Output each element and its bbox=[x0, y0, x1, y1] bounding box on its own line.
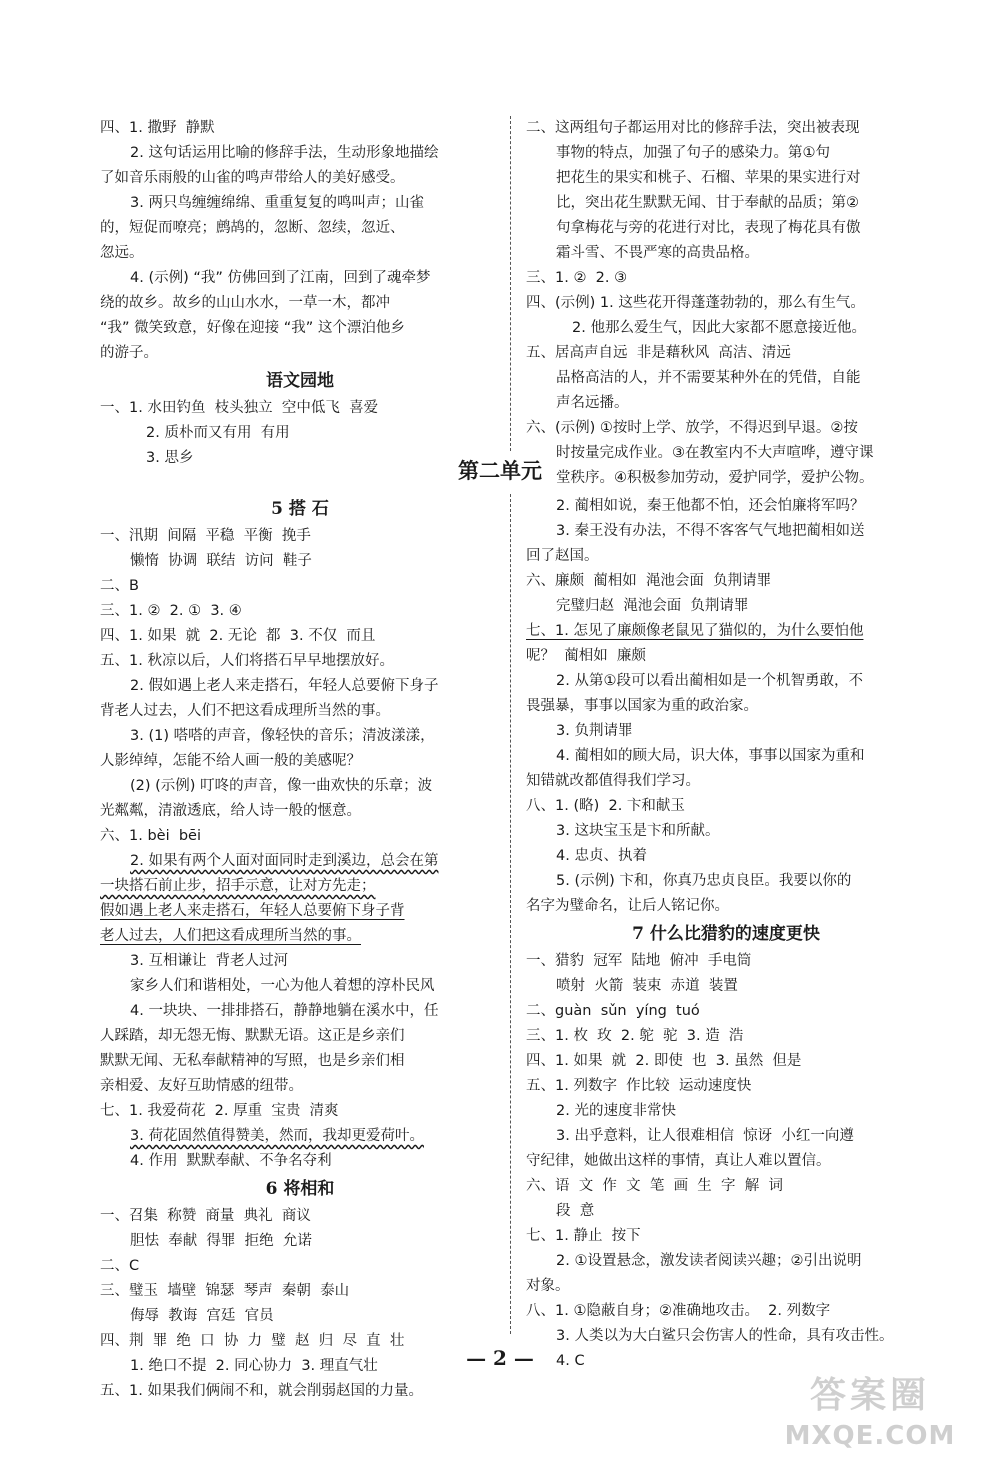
answer-line: 三、1. ② 2. ① 3. ④ bbox=[100, 603, 242, 619]
answer-line: 人踩踏，却无怨无悔、默默无语。这正是乡亲们 bbox=[100, 1028, 405, 1044]
answer-line: 二、这两组句子都运用对比的修辞手法，突出被表现 bbox=[526, 120, 860, 136]
answer-line: 4. 一块块、一排排搭石，静静地躺在溪水中，任 bbox=[130, 1003, 439, 1019]
answer-line: 一、猎豹 冠军 陆地 俯冲 手电筒 bbox=[526, 953, 752, 969]
answer-line: 4. 作用 默默奉献、不争名夺利 bbox=[130, 1153, 332, 1169]
answer-line: 忽远。 bbox=[100, 245, 144, 261]
answer-line: 2. 这句话运用比喻的修辞手法，生动形象地描绘 bbox=[130, 145, 439, 161]
answer-line: 六、1. bèi bēi bbox=[100, 828, 201, 844]
answer-line: 绕的故乡。故乡的山山水水，一草一木，都冲 bbox=[100, 295, 390, 311]
answer-line: 的，短促而嘹亮；鹧鸪的，忽断、忽续，忽近、 bbox=[100, 220, 405, 236]
watermark-url: MXQE.COM bbox=[784, 1421, 956, 1451]
page-number: — 2 — bbox=[466, 1346, 534, 1370]
column-divider-top bbox=[510, 116, 511, 451]
answer-line: 畏强暴，事事以国家为重的政治家。 bbox=[526, 698, 758, 714]
answer-line: 2. 假如遇上老人来走搭石，年轻人总要俯下身子 bbox=[130, 678, 439, 694]
answer-line: 四、1. 撒野 静默 bbox=[100, 120, 215, 136]
answer-line: 四、(示例) 1. 这些花开得蓬蓬勃勃的，那么有生气。 bbox=[526, 295, 865, 311]
answer-line: 五、1. 秋凉以后，人们将搭石早早地摆放好。 bbox=[100, 653, 394, 669]
answer-line: 七、1. 我爱荷花 2. 厚重 宝贵 清爽 bbox=[100, 1103, 339, 1119]
lesson-7-title: 7 什么比猎豹的速度更快 bbox=[632, 924, 820, 944]
answer-line: 亲相爱、友好互助情感的纽带。 bbox=[100, 1078, 303, 1094]
answer-line: 背老人过去，人们不把这看成理所当然的事。 bbox=[100, 703, 390, 719]
answer-line: 段 意 bbox=[556, 1203, 595, 1219]
bottom-left-column bbox=[100, 494, 500, 1404]
lesson-6-title: 6 将相和 bbox=[265, 1179, 335, 1199]
answer-line: 3. 人类以为大白鲨只会伤害人的性命，具有攻击性。 bbox=[556, 1328, 894, 1344]
answer-line: 堂秩序。④积极参加劳动，爱护同学，爱护公物。 bbox=[556, 470, 874, 486]
answer-line: 五、1. 列数字 作比较 运动速度快 bbox=[526, 1078, 752, 1094]
answer-line: 3. 思乡 bbox=[146, 450, 194, 466]
top-left-column bbox=[100, 116, 500, 471]
answer-line: 2. 质朴而又有用 有用 bbox=[146, 425, 290, 441]
watermark-logo bbox=[750, 1373, 990, 1463]
answer-line: 3. 这块宝玉是卞和所献。 bbox=[556, 823, 720, 839]
answer-line: 时按量完成作业。③在教室内不大声喧哗，遵守课 bbox=[556, 445, 874, 461]
answer-line: 六、语 文 作 文 笔 画 生 字 解 词 bbox=[526, 1178, 783, 1194]
answer-line: 二、B bbox=[100, 578, 139, 594]
underlined-answer: 老人过去，人们把这看成理所当然的事。 bbox=[100, 928, 361, 944]
answer-line: 比，突出花生默默无闻、甘于奉献的品质；第② bbox=[556, 195, 859, 211]
answer-line: 二、C bbox=[100, 1258, 140, 1274]
answer-line: 六、廉颇 蔺相如 渑池会面 负荆请罪 bbox=[526, 573, 772, 589]
answer-line: 五、居高声自远 非是藉秋风 高洁、清远 bbox=[526, 345, 791, 361]
answer-line: 守纪律，她做出这样的事情，真让人难以置信。 bbox=[526, 1153, 831, 1169]
answer-line: 三、璧玉 墙壁 锦瑟 琴声 秦朝 泰山 bbox=[100, 1283, 350, 1299]
answer-line: 一、1. 水田钓鱼 枝头独立 空中低飞 喜爱 bbox=[100, 400, 379, 416]
unit-title: 第二单元 bbox=[458, 458, 542, 483]
answer-line: 人影绰绰，怎能不给人画一般的美感呢？ bbox=[100, 753, 361, 769]
answer-line: 的游子。 bbox=[100, 345, 158, 361]
answer-line: (2) (示例) 叮咚的声音，像一曲欢快的乐章；波 bbox=[130, 778, 433, 794]
answer-line: 家乡人们和谐相处，一心为他人着想的淳朴民风 bbox=[130, 978, 435, 994]
lesson-5-title: 5 搭 石 bbox=[271, 499, 329, 519]
answer-line: 3. (1) 嗒嗒的声音，像轻快的音乐；清波漾漾， bbox=[130, 728, 435, 744]
answer-line: 八、1. (略) 2. 卞和献玉 bbox=[526, 798, 685, 814]
answer-line: 声名远播。 bbox=[556, 395, 629, 411]
bottom-right-column bbox=[526, 494, 926, 1374]
answer-line: 2. ①设置悬念，激发读者阅读兴趣；②引出说明 bbox=[556, 1253, 862, 1269]
answer-line: 2. 他那么爱生气，因此大家都不愿意接近他。 bbox=[572, 320, 866, 336]
answer-line: 侮辱 教诲 宫廷 官员 bbox=[130, 1308, 274, 1324]
answer-line: 品格高洁的人，并不需要某种外在的凭借，自能 bbox=[556, 370, 861, 386]
answer-line: 2. 从第①段可以看出蔺相如是一个机智勇敢，不 bbox=[556, 673, 863, 689]
answer-line: 一、召集 称赞 商量 典礼 商议 bbox=[100, 1208, 311, 1224]
section-heading: 语文园地 bbox=[266, 371, 334, 391]
answer-line: 事物的特点，加强了句子的感染力。第①句 bbox=[556, 145, 830, 161]
answer-line: 4. 忠贞、执着 bbox=[556, 848, 647, 864]
answer-line: 八、1. ①隐蔽自身；②准确地攻击。 2. 列数字 bbox=[526, 1303, 831, 1319]
answer-line: 5. (示例) 卞和，你真乃忠贞良臣。我要以你的 bbox=[556, 873, 852, 889]
column-divider-bottom bbox=[510, 494, 511, 1334]
answer-line: 把花生的果实和桃子、石榴、苹果的果实进行对 bbox=[556, 170, 861, 186]
answer-line: 4. 蔺相如的顾大局，识大体，事事以国家为重和 bbox=[556, 748, 865, 764]
underlined-answer: 假如遇上老人来走搭石，年轻人总要俯下身子背 bbox=[100, 903, 405, 919]
answer-line: 二、guàn sǔn yíng tuó bbox=[526, 1003, 700, 1019]
answer-line: 五、1. 如果我们俩闹不和，就会削弱赵国的力量。 bbox=[100, 1383, 423, 1399]
answer-line: 四、荆 罪 绝 口 协 力 璧 赵 归 尽 直 壮 bbox=[100, 1333, 405, 1349]
answer-line: 霜斗雪、不畏严寒的高贵品格。 bbox=[556, 245, 759, 261]
answer-line: 2. 光的速度非常快 bbox=[556, 1103, 676, 1119]
answer-line: 3. 秦王没有办法，不得不客客气气地把蔺相如送 bbox=[556, 523, 865, 539]
answer-line: “我” 微笑致意，好像在迎接 “我” 这个漂泊他乡 bbox=[100, 320, 405, 336]
underlined-answer: 3. 荷花固然值得赞美，然而，我却更爱荷叶。 bbox=[130, 1128, 424, 1144]
answer-line: 句拿梅花与旁的花进行对比，表现了梅花具有傲 bbox=[556, 220, 861, 236]
answer-line: 3. 出乎意料，让人很难相信 惊讶 小红一向遵 bbox=[556, 1128, 854, 1144]
answer-line: 默默无闻、无私奉献精神的写照，也是乡亲们相 bbox=[100, 1053, 405, 1069]
answer-line: 3. 互相谦让 背老人过河 bbox=[130, 953, 289, 969]
answer-line: 了如音乐雨般的山雀的鸣声带给人的美好感受。 bbox=[100, 170, 405, 186]
answer-line: 3. 负荆请罪 bbox=[556, 723, 633, 739]
answer-line: 对象。 bbox=[526, 1278, 570, 1294]
answer-line: 光粼粼，清澈透底，给人诗一般的惬意。 bbox=[100, 803, 361, 819]
underlined-answer: 2. 如果有两个人面对面同时走到溪边，总会在第 bbox=[130, 853, 439, 869]
underlined-answer: 一块搭石前止步，招手示意，让对方先走； bbox=[100, 878, 376, 894]
top-right-column bbox=[526, 116, 926, 491]
answer-line: 4. C bbox=[556, 1353, 585, 1369]
answer-line: 4. (示例) “我” 仿佛回到了江南，回到了魂牵梦 bbox=[130, 270, 431, 286]
answer-line: 喷射 火箭 装束 赤道 装置 bbox=[556, 978, 738, 994]
answer-line: 名字为璧命名，让后人铭记你。 bbox=[526, 898, 729, 914]
answer-line: 1. 绝口不提 2. 同心协力 3. 理直气壮 bbox=[130, 1358, 378, 1374]
answer-line: 知错就改都值得我们学习。 bbox=[526, 773, 700, 789]
answer-line: 三、1. 枚 玫 2. 鸵 驼 3. 造 浩 bbox=[526, 1028, 744, 1044]
answer-line: 完璧归赵 渑池会面 负荆请罪 bbox=[556, 598, 749, 614]
answer-line: 一、汛期 间隔 平稳 平衡 挽手 bbox=[100, 528, 311, 544]
answer-line: 懒惰 协调 联结 访问 鞋子 bbox=[130, 553, 312, 569]
answer-line: 胆怯 奉献 得罪 拒绝 允诺 bbox=[130, 1233, 312, 1249]
underlined-answer: 七、1. 怎见了廉颇像老鼠见了猫似的，为什么要怕他 bbox=[526, 623, 864, 639]
watermark-text: 答案圈 bbox=[809, 1375, 930, 1416]
answer-line: 呢？ 蔺相如 廉颇 bbox=[526, 648, 646, 664]
answer-line: 四、1. 如果 就 2. 无论 都 3. 不仅 而且 bbox=[100, 628, 376, 644]
answer-line: 六、(示例) ①按时上学、放学，不得迟到早退。②按 bbox=[526, 420, 858, 436]
answer-line: 四、1. 如果 就 2. 即使 也 3. 虽然 但是 bbox=[526, 1053, 802, 1069]
answer-line: 回了赵国。 bbox=[526, 548, 599, 564]
answer-line: 三、1. ② 2. ③ bbox=[526, 270, 628, 286]
answer-line: 七、1. 静止 按下 bbox=[526, 1228, 641, 1244]
answer-line: 3. 两只鸟缠缠绵绵、重重复复的鸣叫声；山雀 bbox=[130, 195, 424, 211]
answer-line: 2. 蔺相如说，秦王他都不怕，还会怕廉将军吗？ bbox=[556, 498, 865, 514]
